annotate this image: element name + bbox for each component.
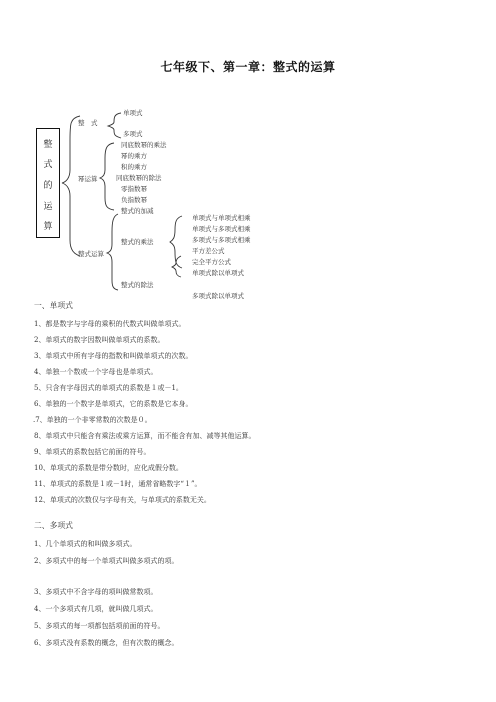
cheng-item: 单项式与多项式相乘 [192,225,251,233]
section1-line: 6、单独的一个数字是单项式，它的系数是它本身。 [34,400,193,408]
brace-lines [0,0,496,300]
chu-item: 多项式除以单项式 [192,292,244,300]
section2-line: 1、几个单项式的和叫做多项式。 [34,540,137,548]
section1-line: 8、单项式中只能含有乘法或乘方运算，而不能含有加、减等其他运算。 [34,432,256,440]
cheng-item: 平方差公式 [192,247,225,255]
chengfa-brace [170,216,182,268]
node-chengfa: 整式的乘法 [121,238,154,246]
section1-line: 12、单项式的次数仅与字母有关，与单项式的系数无关。 [34,496,211,504]
root-char-5: 算 [43,222,53,232]
section1-line: 3、单项式中所有字母的指数和叫做单项式的次数。 [34,352,193,360]
section1-line: .7、单独的一个非零常数的次数是０。 [33,416,152,424]
node-jiajian: 整式的加减 [121,207,154,215]
section-heading-1: 一、单项式 [34,301,73,310]
section1-line: 11、单项式的系数是１或－1时，通常省略数字“１”。 [34,480,202,488]
main-brace [62,116,80,256]
mi-item: 同底数幂的乘法 [121,141,167,149]
cheng-item: 多项式与多项式相乘 [192,236,251,244]
section2-line: 3、多项式中不含字母的项叫做常数项。 [34,588,158,596]
section2-line: 4、一个多项式有几项，就叫做几项式。 [34,605,158,613]
concept-diagram [0,0,496,300]
page-title: 七年级下、第一章：整式的运算 [160,60,336,74]
section-heading-2: 二、多项式 [34,521,73,530]
yunsuan-brace [107,214,118,290]
section2-line: 2、多项式中的每一个单项式叫做多项式的项。 [34,557,179,565]
section1-line: 10、单项式的系数是带分数时，应化成假分数。 [34,464,183,472]
root-char-3: 的 [43,181,53,191]
zhengshi-brace [108,113,121,138]
node-zhengshi: 整 式 [78,119,98,127]
mi-item: 积的乘方 [121,163,147,171]
section1-line: 2、单项式的数字因数叫做单项式的系数。 [34,336,165,344]
mi-item: 同底数幂的除法 [116,174,162,182]
section2-line: 5、多项式的每一项都包括项前面的符号。 [34,622,165,630]
section1-line: 4、单独一个数或一个字母也是单项式。 [34,368,158,376]
node-chufa: 整式的除法 [121,281,154,289]
node-zhengshi-yunsuan: 整式运算 [78,250,104,258]
section1-line: 5、只含有字母因式的单项式的系数是１或－1。 [34,384,183,392]
mi-brace [100,143,114,210]
root-char-1: 整 [43,140,53,150]
section2-line: 6、多项式没有系数的概念，但有次数的概念。 [34,639,179,647]
root-char-2: 式 [43,160,53,170]
cheng-item: 完全平方公式 [192,258,231,266]
node-mi-yunsuan: 幂运算 [78,175,98,183]
cheng-item: 单项式除以单项式 [192,269,244,277]
node-danxiangshi: 单项式 [123,109,143,117]
node-duoxiangshi: 多项式 [123,130,143,138]
root-box [36,128,60,238]
mi-item: 幂的乘方 [121,152,147,160]
cheng-item: 单项式与单项式相乘 [192,214,251,222]
root-char-4: 运 [43,202,53,212]
section1-line: 9、单项式的系数包括它前面的符号。 [34,448,151,456]
mi-item: 负指数幂 [121,196,147,204]
mi-item: 零指数幂 [121,185,147,193]
section1-line: 1、都是数字与字母的乘积的代数式叫做单项式。 [34,320,186,328]
